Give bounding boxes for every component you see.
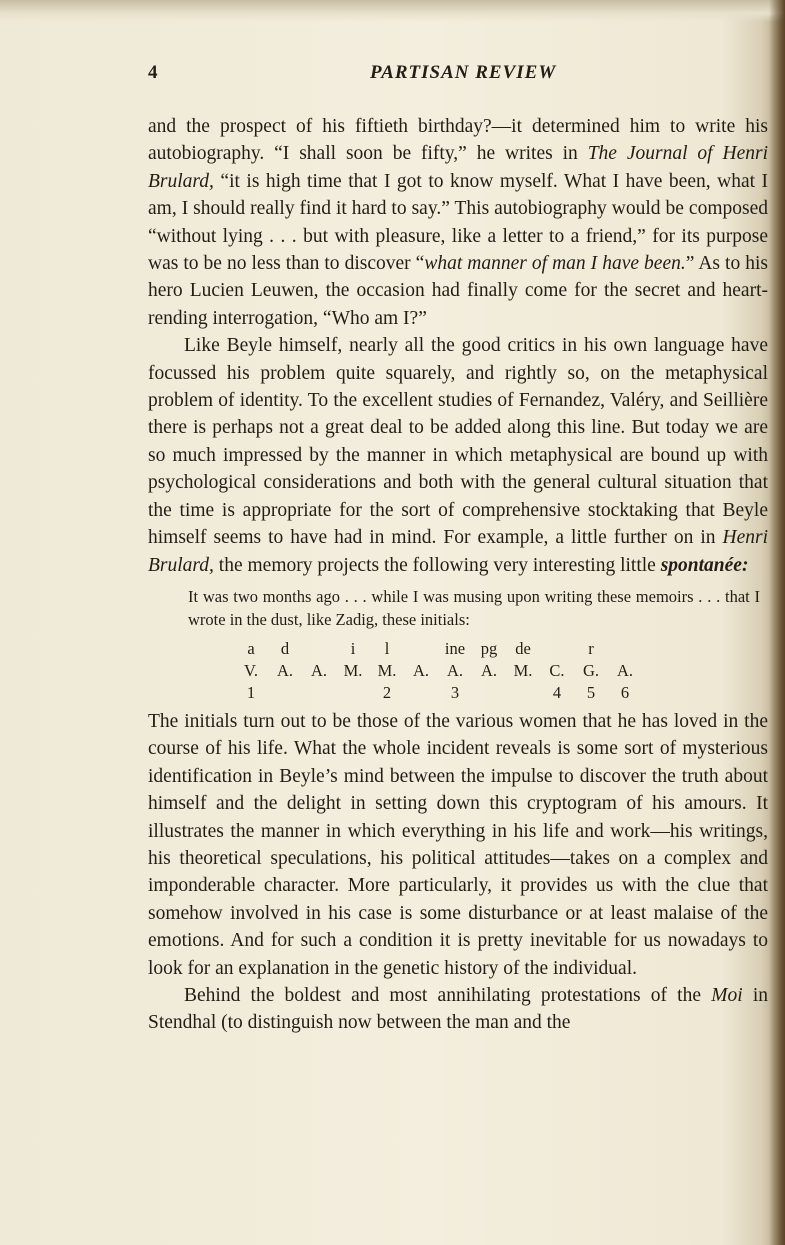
cipher-cell: de: [515, 638, 531, 658]
cipher-number: 3: [450, 682, 460, 702]
cipher-cell: l: [384, 638, 390, 658]
emphasized-quote: what manner of man I have been.: [424, 253, 686, 275]
text-block: [148, 113, 768, 1037]
cipher-cell: r: [588, 638, 594, 658]
cipher-initial: A.: [412, 660, 430, 680]
cipher-cell: a: [247, 638, 255, 658]
cipher-number: [506, 682, 540, 704]
cipher-cell: [608, 638, 642, 660]
page-top-shadow: [0, 0, 785, 22]
cipher-initial: A.: [276, 660, 294, 680]
cipher-initial: A.: [446, 660, 464, 680]
running-head: [148, 62, 764, 92]
cipher-number: 1: [246, 682, 256, 702]
cryptogram-letters-row: [234, 660, 768, 682]
cipher-number: [302, 682, 336, 704]
paragraph-2: Like Beyle himself, nearly all the good critics in his own language have focussed his problem quite squarely, and rightly so, on the metaphysical problem of identity. To the excellent studies of Fernandez, Valéry, and Seillière there is perhaps not a great deal to be added along this line. But today we are so much impressed by the manner in which metaphysical are bound up with psychological considerations and both with the general cultural situation that the time is appropriate for the sort of comprehensive stocktaking that Beyle himself seems to have had in mind. For example, a little further on in Henri Brulard, the memory projects the following very interesting little spontanée:: [148, 335, 768, 576]
paragraph-1: and the prospect of his fiftieth birthday?—it determined him to write his autobiography. “I shall soon be fifty,” he writes in The Journal of Henri Brulard, “it is high time that I got to know myself. What I have been, what I am, I should really find it hard to say.” This autobiography would be composed “without lying . . . but with pleasure, like a letter to a friend,” for its purpose was to be no less than to discover “what manner of man I have been.” As to his hero Lucien Leuwen, the occasion had finally come for the secret and heart-rending interrogation, “Who am I?”: [148, 116, 768, 329]
cryptogram-top-row: [234, 638, 768, 660]
cipher-number: [404, 682, 438, 704]
book-title-henri-brulard-journal: The Journal of Henri Brulard,: [148, 143, 768, 192]
cipher-cell: d: [280, 638, 290, 658]
cipher-number: 4: [552, 682, 562, 702]
cipher-number: [336, 682, 370, 704]
cipher-initial: V.: [244, 660, 258, 680]
cipher-initial: C.: [549, 660, 565, 680]
cryptogram: [148, 638, 768, 704]
cipher-cell: ine: [444, 638, 466, 658]
cipher-cell: pg: [480, 638, 498, 658]
cipher-number: 5: [586, 682, 596, 702]
cipher-initial: G.: [582, 660, 600, 680]
cipher-initial: A.: [480, 660, 498, 680]
cipher-initial: M.: [513, 660, 533, 680]
term-moi: Moi: [711, 984, 743, 1006]
cipher-initial: A.: [310, 660, 328, 680]
block-quote: It was two months ago . . . while I was musing upon writing these memoirs . . . that I wrote in the dust, like Zadig, these initials:: [188, 586, 760, 630]
cipher-number: 2: [382, 682, 392, 702]
page-binding-edge: [769, 0, 785, 1245]
cipher-number: [472, 682, 506, 704]
paragraph-4: Behind the boldest and most annihilating protestations of the Moi in Stendhal (to distinguish now between the man and the: [148, 984, 768, 1034]
cryptogram-numbers-row: [234, 682, 768, 704]
page-number: 4: [148, 62, 158, 83]
journal-title: PARTISAN REVIEW: [370, 62, 557, 83]
cipher-number: 6: [620, 682, 630, 702]
cipher-initial: M.: [343, 660, 363, 680]
book-title-henri-brulard: Henri Brulard,: [148, 527, 768, 576]
cipher-initial: A.: [616, 660, 634, 680]
cipher-cell: [540, 638, 574, 660]
cipher-cell: [302, 638, 336, 660]
paragraph-3: The initials turn out to be those of the various women that he has loved in the course of his life. What the whole incident reveals is some sort of mysterious identification in Beyle’s mind between the impulse to discover the truth about himself and the delight in setting down this cryptogram of his amours. It illustrates the manner in which everything in his life and work—his writings, his theoretical speculations, his political attitudes—takes on a complex and imponderable character. More particularly, it provides us with the clue that somehow involved in his case is some disturbance or at least malaise of the emotions. And for such a condition it is pretty inevitable for us nowadays to look for an explanation in the genetic history of the individual.: [148, 710, 768, 979]
cipher-cell: i: [350, 638, 356, 658]
term-spontanee: spontanée:: [660, 554, 749, 576]
cipher-initial: M.: [377, 660, 397, 680]
cipher-number: [268, 682, 302, 704]
cipher-cell: [404, 638, 438, 660]
